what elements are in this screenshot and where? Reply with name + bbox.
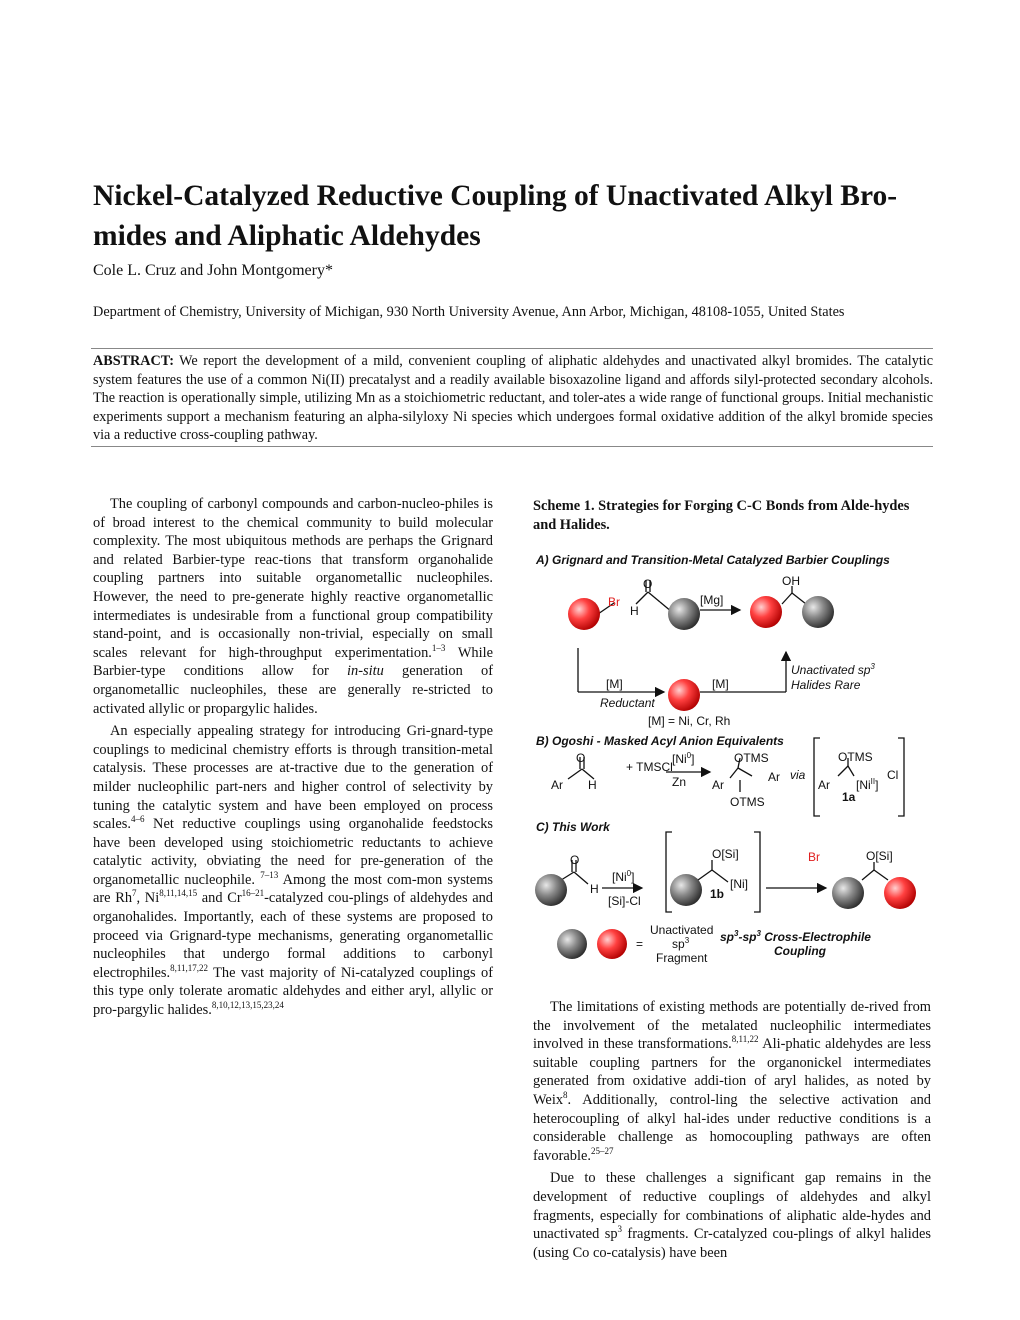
aryl-label: Ar (712, 778, 724, 792)
equals-sign: = (636, 937, 644, 951)
abstract (93, 352, 933, 445)
citation: 7 (132, 888, 137, 899)
paragraph: The limitations of existing methods are potentially de-rived from the involvement of the metalated nucleophilic intermediates involved in these transformations.$^{8,11,22}$ Ali-phatic aldehydes are less suitable coupling partners for the organonickel intermediates generated from oxidative addi-tion of aryl halides, as noted by Weix$^8$. Additionally, control-ling the selective activation and heterocoupling of alkyl hal-ides under reductive conditions is a considerable challenge as homocoupling pathways are often favorable.$^{25-27}$ (533, 999, 931, 1164)
citation: 7–13 (260, 870, 279, 881)
hydroxyl-label: OH (782, 574, 800, 588)
abstract-top-rule (91, 348, 933, 349)
ni0-label: [Ni$^0$] (612, 869, 635, 884)
red-sphere (668, 679, 700, 711)
ni2-label: $[Ni^{II}]$ (856, 777, 879, 792)
red-sphere (597, 929, 627, 959)
gray-sphere (670, 874, 702, 906)
unactivated-sp3-label: Unactivated $sp^3$ (791, 662, 875, 677)
reductant-label: Reductant (600, 696, 655, 710)
via-label: via (790, 768, 806, 782)
affiliation: Department of Chemistry, University of Michigan, 930 North University Avenue, Ann Arbor, Michigan, 48108-1055, United States (93, 304, 845, 320)
gray-sphere (802, 596, 834, 628)
silyl-chloride-label: [Si]-Cl (608, 894, 641, 908)
otms-label: OTMS (730, 795, 765, 809)
cross-electrophile-label: $sp^3-sp^3$ Cross-Electrophile (720, 929, 871, 944)
abstract-text: We report the development of a mild, convenient coupling of aliphatic aldehydes and unactivated alkyl bromides. The catalytic system features the use of a common Ni(II) precatalyst and a readily available bisoxazoline ligand and affords silyl-protected secondary alcohols. The reaction is operationally simple, utilizing Mn as a stoichiometric reductant, and toler-ates a wide range of functional groups. Initial mechanistic experiments support a mechanism featuring an alpha-silyloxy Ni species which undergoes formal oxidative addition of the alkyl bromide species via a reductive cross-coupling pathway. (93, 353, 933, 444)
silyloxy-label: O[Si] (866, 849, 893, 863)
hydrogen-label: H (590, 882, 599, 896)
zinc-label: Zn (672, 775, 687, 789)
citation: 16–21 (241, 888, 265, 899)
oxygen-label: O (570, 853, 580, 867)
scheme-section-b-header: B) Ogoshi - Masked Acyl Anion Equivalents (536, 734, 784, 748)
compound-1a-label: 1a (842, 790, 856, 804)
citation: 25–27 (590, 1145, 614, 1156)
red-sphere (750, 596, 782, 628)
right-column (533, 998, 931, 1262)
scheme-section-a-header: A) Grignard and Transition-Metal Catalyzed Barbier Couplings (536, 553, 890, 567)
scheme-title: Scheme 1. Strategies for Forging C-C Bonds from Alde-hydes and Halides. (533, 498, 910, 533)
gray-sphere (557, 929, 587, 959)
citation: 1–3 (431, 642, 446, 653)
aryl-label: Ar (768, 770, 780, 784)
chloride-label: Cl (887, 768, 899, 782)
otms-label: OTMS (734, 751, 769, 765)
metal-list: [M] = Ni, Cr, Rh (648, 714, 731, 728)
bromine-label: Br (608, 595, 620, 609)
oxygen-label: O (576, 751, 586, 765)
citation: 4–6 (130, 814, 145, 825)
left-column (93, 495, 493, 1020)
aryl-label: Ar (551, 778, 563, 792)
oxygen-label: O (643, 577, 653, 591)
sp3-label: $sp^3$ (672, 936, 690, 951)
coupling-label: Coupling (774, 944, 826, 958)
paper-title: Nickel-Catalyzed Reductive Coupling of Unactivated Alkyl Bro-mides and Aliphatic Aldehydes (93, 180, 898, 252)
halides-rare-label: Halides Rare (791, 678, 861, 692)
gray-sphere (668, 598, 700, 630)
citation: 8,11,22 (731, 1034, 759, 1045)
citation: 8,10,12,13,15,23,24 (211, 1000, 284, 1011)
hydrogen-label: H (630, 604, 639, 618)
red-sphere (568, 598, 600, 630)
citation: 8 (563, 1090, 568, 1101)
fragment-label: Fragment (656, 951, 708, 965)
aryl-label: Ar (818, 778, 830, 792)
red-sphere (884, 877, 916, 909)
gray-sphere (535, 874, 567, 906)
citation: 8,11,14,15 (159, 888, 198, 899)
compound-1b-label: 1b (710, 887, 725, 901)
tmscl-label: + TMSCl (626, 760, 673, 774)
mg-reagent-label: [Mg] (700, 593, 724, 607)
unactivated-label: Unactivated (650, 923, 714, 937)
silyloxy-label: O[Si] (712, 847, 739, 861)
gray-sphere (832, 877, 864, 909)
metal-label: [M] (606, 677, 623, 691)
paragraph: The coupling of carbonyl compounds and carbon-nucleo-philes is of broad interest to the chemical community to build molecular complexity. The most ubiquitous methods are perhaps the Grignard and related Barbier-type reac-tions that transform organohalide coupling partners into suitable organometallic nucleophiles. However, the need to pre-generate highly reactive organometallic intermediates is undesirable from a functional group compatibility stand-point, and is occasionally non-trivial, especially on small scales relevant for high-throughput experimentation.$^{1-3}$ While Barbier-type conditions allow for in-situ generation of organometallic nucleophiles, these are generally re-stricted to activated allylic or propargylic halides. (93, 496, 494, 717)
bromine-label: Br (808, 850, 820, 864)
citation: 3 (617, 1224, 623, 1235)
scheme-figure (520, 548, 940, 978)
hydrogen-label: H (588, 778, 597, 792)
authors: Cole L. Cruz and John Montgomery* (93, 262, 333, 279)
abstract-label: ABSTRACT: (93, 353, 174, 369)
paragraph: An especially appealing strategy for introducing Gri-gnard-type couplings to medicinal chemistry efforts is through transition-metal catalysis. These processes are at-tractive due to the generation of milder nucleophilic part-ners and higher control of selectivity by tuning the catalytic system and have been employed on process scales.$^{4-6}$ Net reductive couplings using organohalide feedstocks have been developed using stoichiometric reductants to achieve catalytic activity, obviating the need for pre-generation of the organometallic nucleophile. $^{7-13}$ Among the most com-mon systems are Rh$^7$, Ni$^{8,11,14,15}$ and Cr$^{16-21}$-catalyzed cou-plings of aldehydes and organohalides. Importantly, each of these systems are proposed to proceed via Grignard-type mechanisms, generating organometallic nucleophiles that undergo formal additions to carbonyl electrophiles.$^{8,11,17,22}$ The vast majority of Ni-catalyzed couplings of this type only tolerate aromatic aldehydes and either aryl, allylic or pro-pargylic halides.$^{8,10,12,13,15,23,24}$ (93, 723, 493, 1019)
citation: 8,11,17,22 (170, 963, 209, 974)
paragraph: Due to these challenges a significant gap remains in the development of reductive couplings of aldehydes and alkyl fragments, especially for combinations of aliphatic alde-hydes and unactivated $sp^3$ fragments. Cr-catalyzed cou-plings of alkyl halides (using Co co-catalysis) have been (533, 1170, 931, 1261)
ni0-label: [Ni$^0$] (672, 751, 695, 766)
otms-label: OTMS (838, 750, 873, 764)
metal-label: [M] (712, 677, 729, 691)
scheme-section-c-header: C) This Work (536, 820, 610, 834)
abstract-bottom-rule (91, 446, 933, 447)
nickel-label: [Ni] (730, 877, 748, 891)
